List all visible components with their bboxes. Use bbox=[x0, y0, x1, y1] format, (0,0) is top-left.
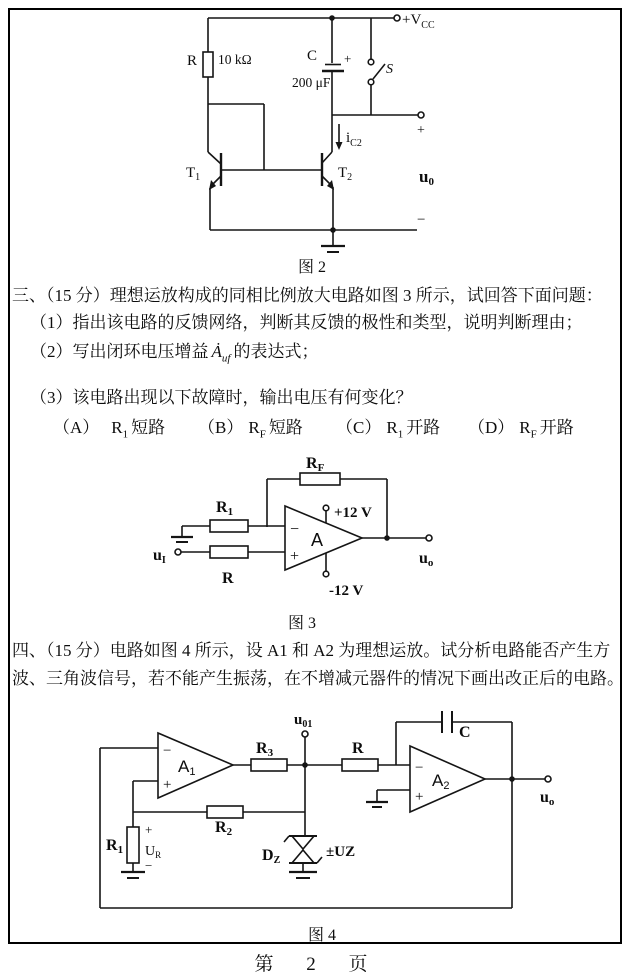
fig4-ur-plus: + bbox=[145, 822, 153, 837]
fig4-r3-label: R3 bbox=[256, 740, 274, 759]
fig3-minus-input: − bbox=[290, 521, 300, 538]
fig2-u0-label: u0 bbox=[419, 167, 434, 188]
q3-item2-pre: （2）写出闭环电压增益 bbox=[30, 342, 209, 361]
fig3-wires bbox=[171, 473, 432, 577]
fig4-c-label: C bbox=[459, 724, 471, 741]
fig4-r2-label: R2 bbox=[215, 819, 233, 838]
fig3-r1-label: R1 bbox=[216, 499, 234, 518]
q3-item3: （3）该电路出现以下故障时，输出电压有何变化？ bbox=[30, 388, 413, 407]
option-d: （D） $R_F$ 开路 bbox=[468, 418, 574, 441]
fig2-ic2-label: $i_{C2}$ bbox=[346, 130, 362, 149]
fig2-out-plus: + bbox=[417, 123, 425, 138]
fig4-a2-label: A2 bbox=[432, 771, 450, 792]
fig4-circuit bbox=[85, 700, 575, 950]
fig4-a2-minus: − bbox=[415, 760, 424, 776]
fig3-circuit bbox=[140, 450, 460, 640]
fig3-opamp-label: A bbox=[311, 530, 324, 550]
fig4-dz-label: DZ bbox=[262, 847, 281, 866]
q3-item1: （1）指出该电路的反馈网络，判断其反馈的极性和类型，说明判断理由； bbox=[30, 313, 583, 332]
fig2-circuit bbox=[150, 5, 480, 280]
fig2-t1-label: $T_1$ bbox=[186, 165, 201, 183]
fig4-wires bbox=[100, 711, 551, 908]
fig4-a2-plus: + bbox=[415, 789, 424, 805]
fig4-r1-label: R1 bbox=[106, 837, 124, 856]
fig3-rf-label: RF bbox=[306, 455, 325, 474]
fig3-uo-label: uo bbox=[419, 550, 434, 569]
page-number: 第 2 页 bbox=[254, 954, 382, 975]
fig4-a1-label: A1 bbox=[178, 757, 196, 778]
q3-item2-post: 的表达式； bbox=[233, 342, 319, 361]
fig4-r-label: R bbox=[352, 740, 364, 757]
fig4-caption: 图 4 bbox=[307, 927, 337, 944]
fig2-c-value: 200 μF bbox=[292, 75, 331, 90]
q3-item2 bbox=[30, 340, 318, 364]
q3-options-row bbox=[0, 416, 636, 440]
gain-symbol: $Ȧ_{uf}$ bbox=[211, 342, 231, 365]
fig4-u01-label: $u_{01}$ bbox=[294, 712, 313, 730]
fig2-dots-arrows bbox=[209, 15, 343, 233]
fig2-r-value: 10 kΩ bbox=[218, 52, 252, 67]
option-c: （C） $R_1$ 开路 bbox=[336, 418, 441, 441]
fig2-switch-label: S bbox=[386, 62, 393, 77]
fig4-ur-label: $U_R$ bbox=[145, 844, 162, 860]
fig3-caption: 图 3 bbox=[287, 615, 317, 632]
fig4-a1-plus: + bbox=[163, 777, 172, 793]
option-b: （B） $R_F$ 短路 bbox=[198, 418, 303, 441]
q4-line1: 四、（15 分）电路如图 4 所示，设 A1 和 A2 为理想运放。试分析电路能否产生方 bbox=[12, 641, 611, 660]
fig2-r-label: R bbox=[186, 53, 197, 69]
fig2-caption: 图 2 bbox=[297, 259, 327, 276]
fig4-a1-minus: − bbox=[163, 743, 172, 759]
fig2-vcc-label: $+V_{CC}$ bbox=[402, 12, 435, 31]
fig2-c-label: C bbox=[306, 48, 317, 64]
fig2-out-minus: − bbox=[417, 212, 426, 228]
fig2-t2-label: $T_2$ bbox=[338, 165, 353, 183]
fig4-ur-minus: − bbox=[145, 858, 153, 873]
fig3-ui-label: uI bbox=[153, 547, 166, 566]
fig3-r-label: R bbox=[222, 570, 234, 587]
fig3-plus-input: + bbox=[290, 548, 300, 565]
q4-line2: 波、三角波信号，若不能产生振荡，在不增减元器件的情况下画出改正后的电路。 bbox=[12, 669, 624, 688]
fig4-uo-label: uo bbox=[540, 789, 555, 808]
fig3-output-node bbox=[384, 535, 390, 541]
fig3-vpos-label: +12 V bbox=[334, 505, 372, 521]
q3-title: 三、（15 分）理想运放构成的同相比例放大电路如图 3 所示，试回答下面问题： bbox=[12, 286, 603, 305]
fig2-cap-plus: + bbox=[344, 51, 352, 66]
fig4-uz-label: ±UZ bbox=[326, 844, 356, 860]
fig3-vneg-label: -12 V bbox=[329, 583, 364, 599]
option-a: （A） $R_1$ 短路 bbox=[53, 418, 166, 441]
